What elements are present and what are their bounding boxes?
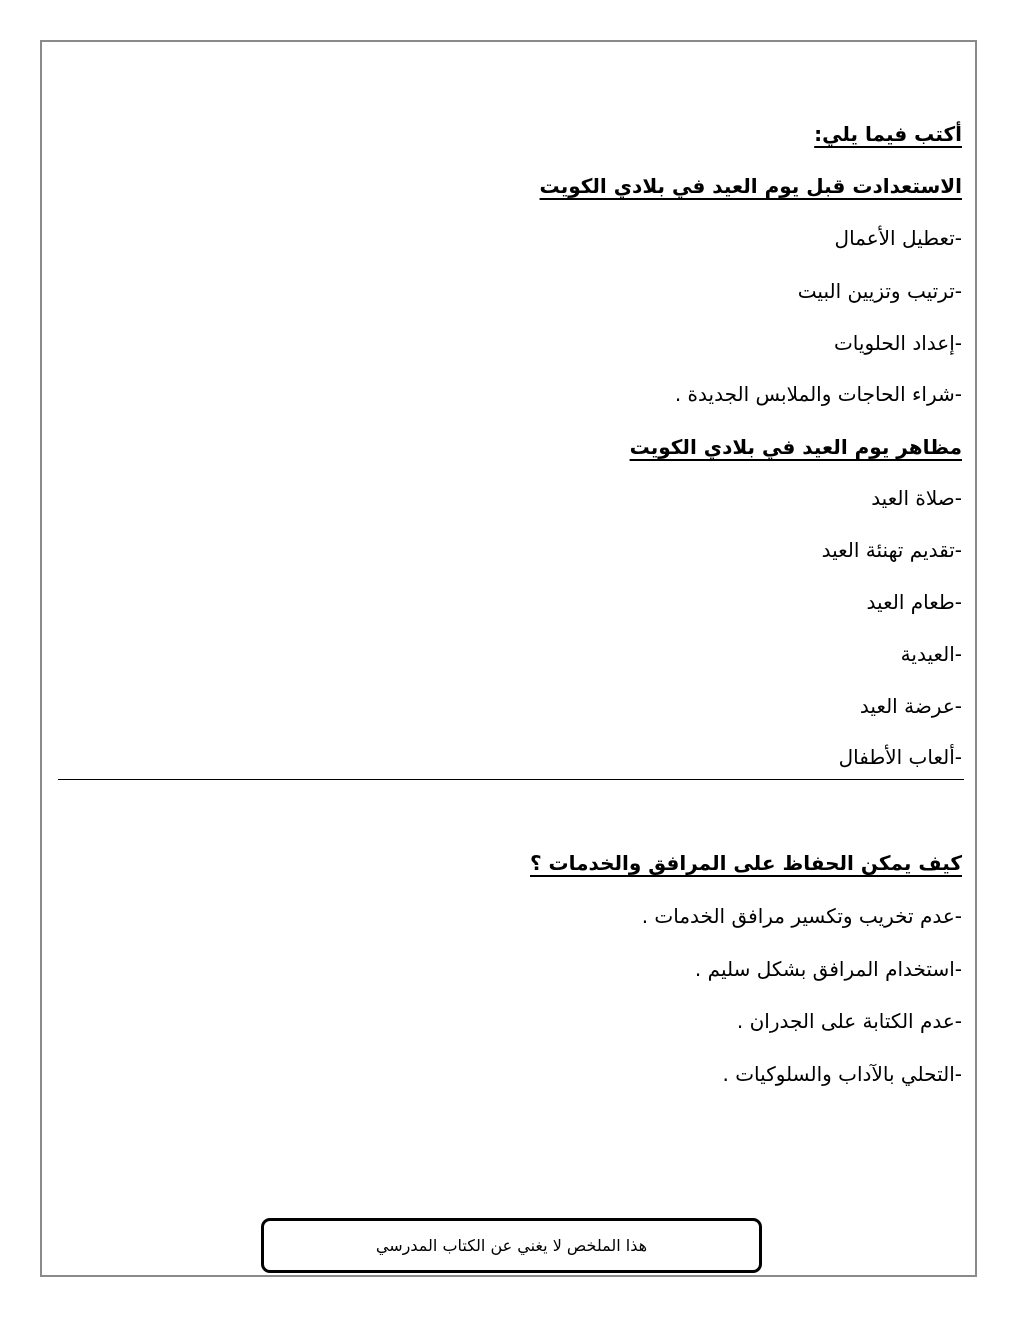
list-item: -التحلي بالآداب والسلوكيات .	[722, 1062, 962, 1086]
manifestations-heading: مظاهر يوم العيد في بلادي الكويت	[629, 435, 962, 459]
footer-note: هذا الملخص لا يغني عن الكتاب المدرسي	[375, 1236, 648, 1255]
list-item: -صلاة العيد	[871, 486, 962, 510]
list-item: -عدم تخريب وتكسير مرافق الخدمات .	[641, 904, 962, 928]
list-item: -إعداد الحلويات	[833, 331, 962, 355]
facilities-heading: كيف يمكن الحفاظ على المرافق والخدمات ؟	[529, 851, 962, 875]
instruction-heading: أكتب فيما يلي:	[814, 122, 962, 146]
list-item: -ألعاب الأطفال	[838, 745, 962, 769]
list-item: -شراء الحاجات والملابس الجديدة .	[674, 382, 962, 406]
preparations-heading: الاستعدادت قبل يوم العيد في بلادي الكويت	[539, 174, 962, 198]
list-item: -العيدية	[900, 642, 962, 666]
list-item: -عرضة العيد	[859, 694, 962, 718]
list-item: -عدم الكتابة على الجدران .	[736, 1009, 962, 1033]
list-item: -استخدام المرافق بشكل سليم .	[694, 957, 962, 981]
section-divider	[58, 779, 964, 780]
list-item: -تقديم تهنئة العيد	[821, 538, 962, 562]
list-item: -طعام العيد	[866, 590, 962, 614]
footer-note-box	[261, 1218, 762, 1273]
list-item: -تعطيل الأعمال	[834, 226, 962, 250]
list-item: -ترتيب وتزيين البيت	[797, 279, 962, 303]
